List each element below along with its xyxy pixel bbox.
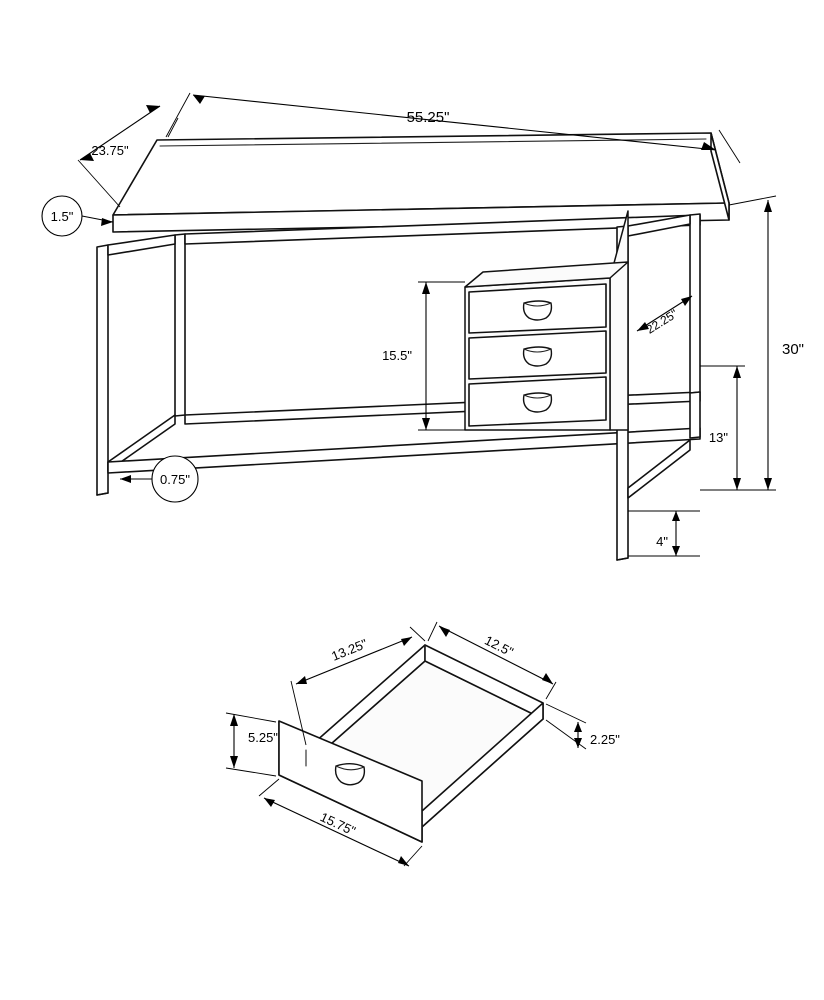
dim-label-drawer-zone: 15.5" (382, 348, 412, 363)
dim-label-leg: 0.75" (160, 472, 190, 487)
dim-label-shelf: 13" (708, 430, 728, 445)
dim-label-drawer-front-width: 15.75" (317, 809, 358, 839)
dim-label-side: 22.25" (643, 306, 681, 337)
drawer-front-middle (469, 331, 606, 379)
dim-drawer-side-height-2-25 (546, 704, 620, 749)
dim-foot-4 (628, 511, 700, 556)
drawer-front-top (469, 284, 606, 333)
desk-assembly-view (42, 93, 804, 560)
dim-label-drawer-inner-depth: 12.5" (482, 632, 516, 660)
dim-thickness-1-5 (42, 196, 113, 236)
dim-label-drawer-side-height: 2.25" (590, 732, 620, 747)
dim-label-drawer-inner-width: 13.25" (329, 635, 370, 664)
dim-side-22-25 (637, 296, 692, 337)
drawer-front-bottom (469, 377, 606, 426)
dim-label-drawer-front-height: 5.25" (248, 730, 278, 745)
dim-shelf-13 (700, 366, 745, 490)
dim-label-height: 30" (782, 341, 805, 358)
dim-height-30 (700, 196, 804, 490)
drawer-detail-view (226, 622, 620, 866)
dim-label-depth: 23.75" (91, 143, 129, 158)
dim-label-width: 55.25" (406, 109, 450, 126)
dim-label-foot: 4" (656, 534, 668, 549)
dim-label-thickness: 1.5" (50, 209, 74, 224)
right-leg-frame (617, 214, 700, 560)
dim-drawer-front-height-5-25 (226, 713, 278, 776)
